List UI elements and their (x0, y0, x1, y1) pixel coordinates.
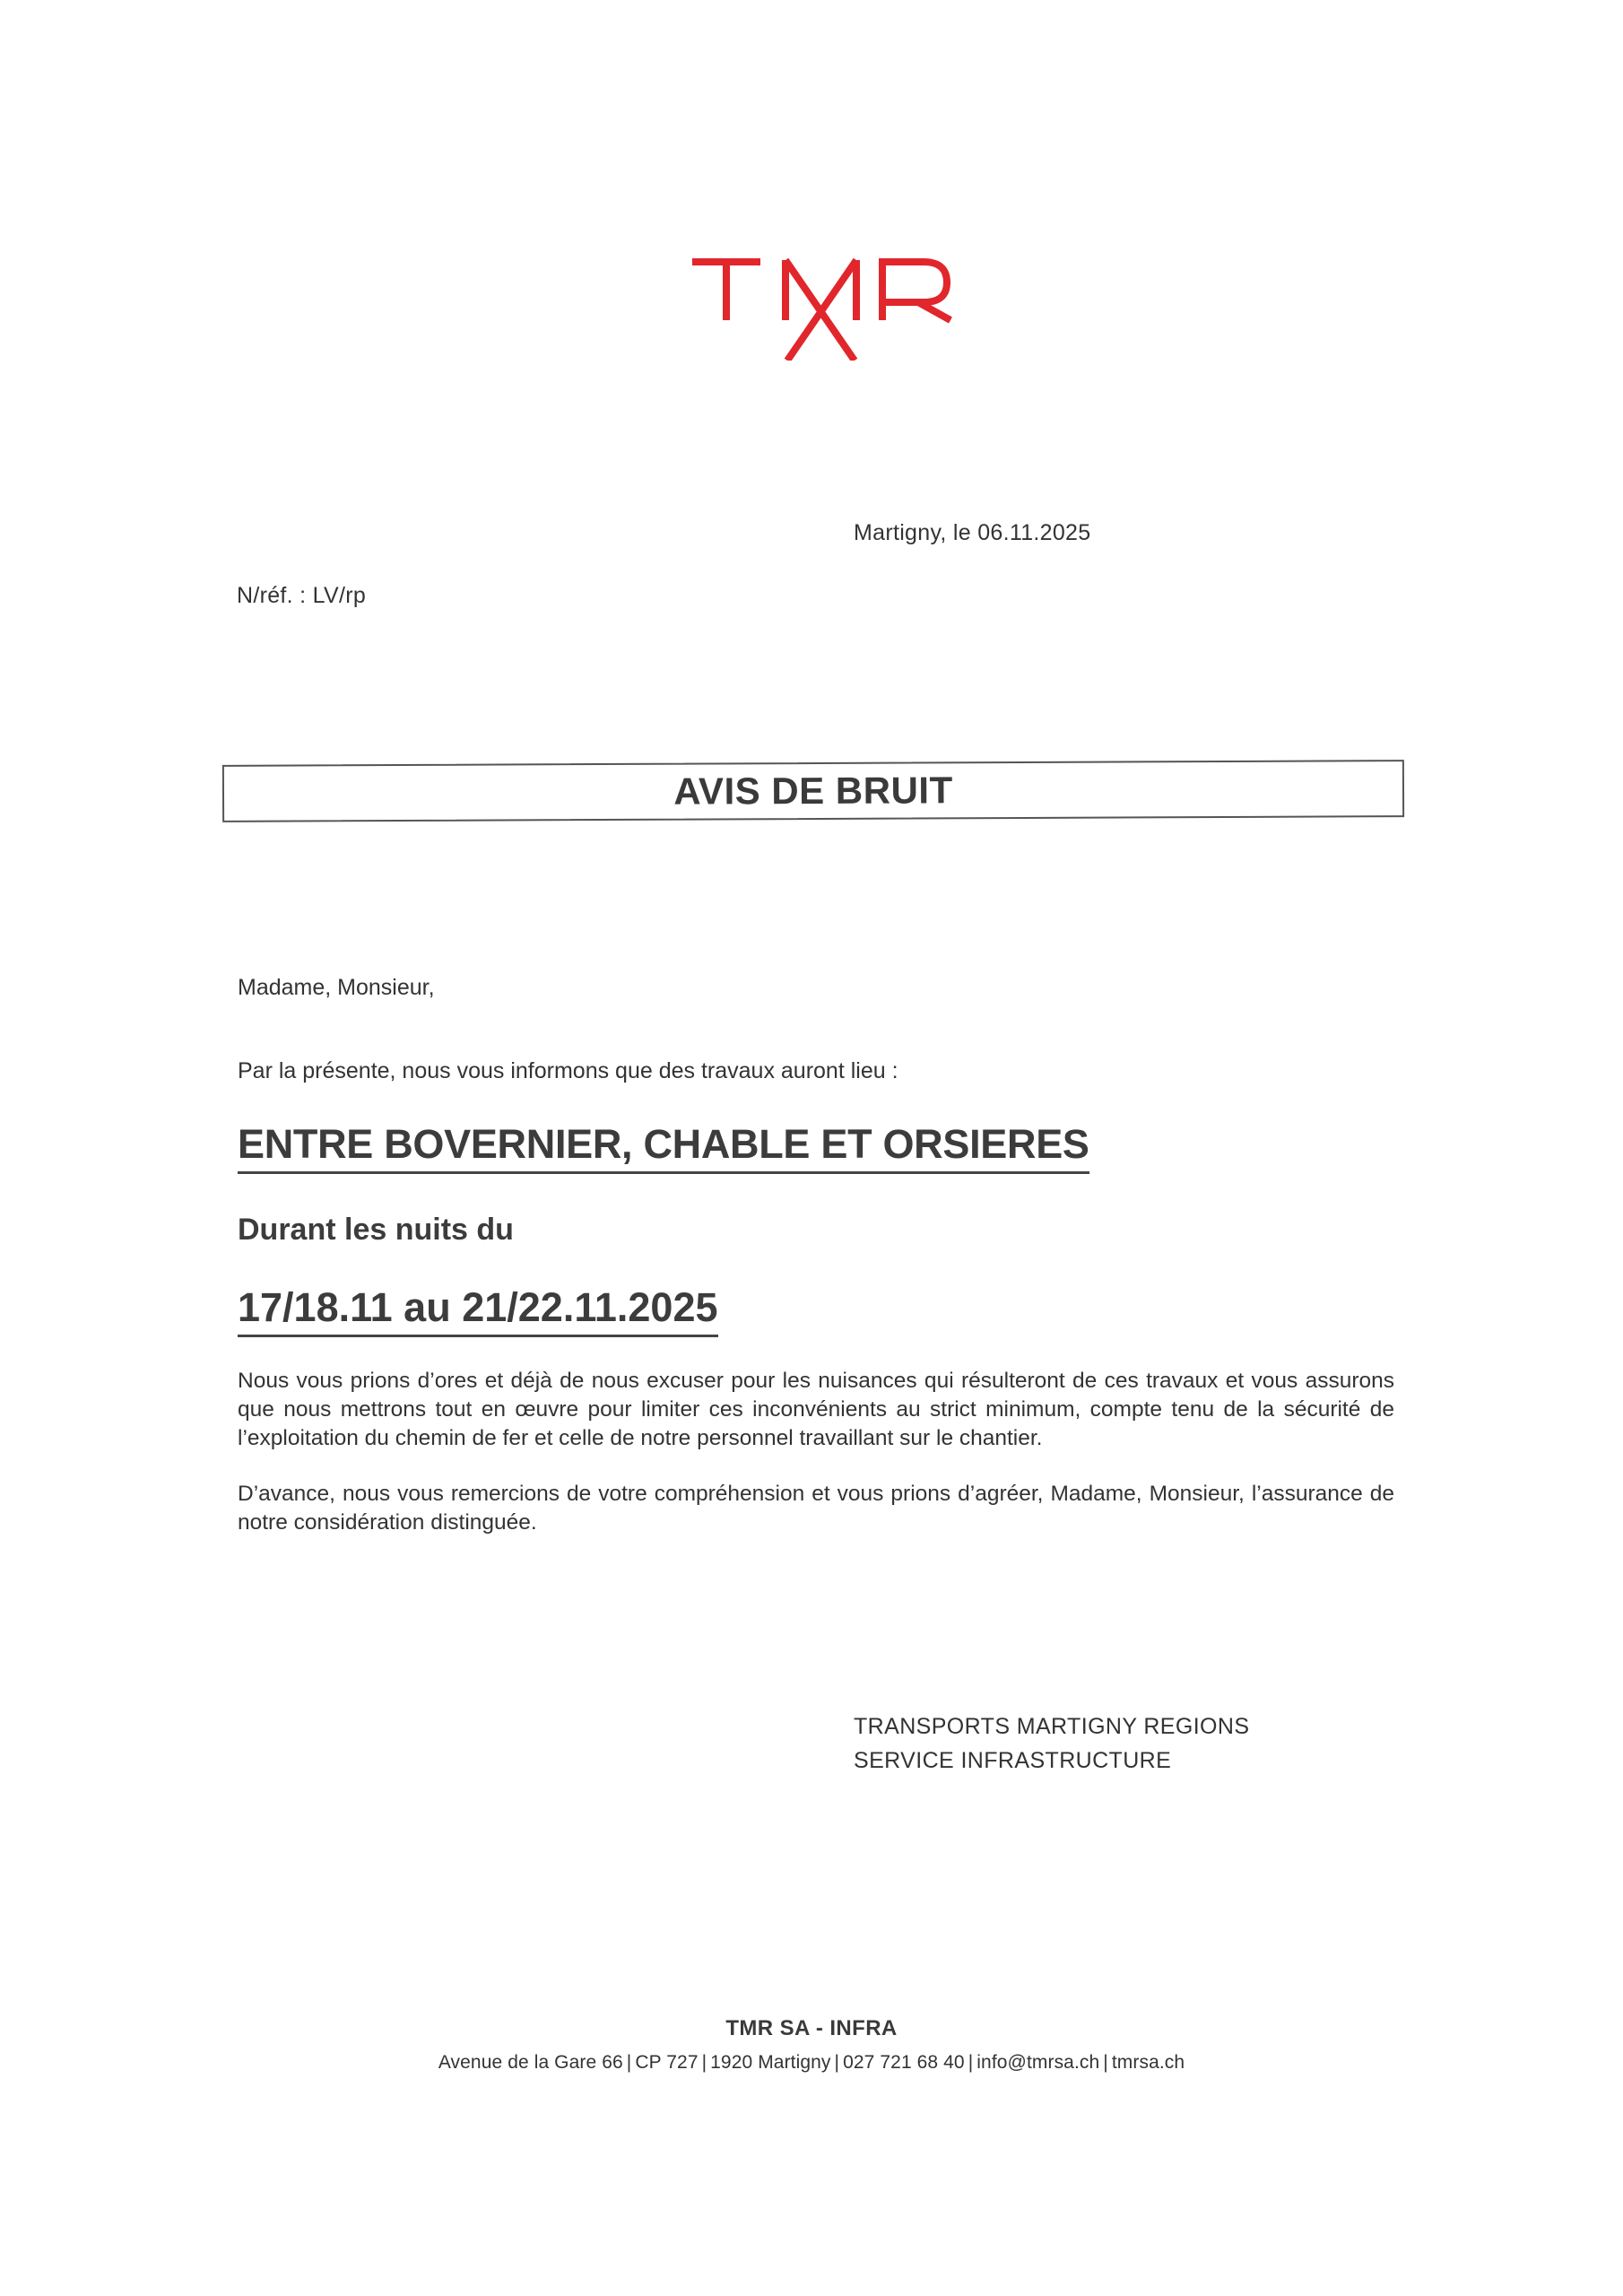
footer-separator: | (701, 2052, 707, 2073)
apology-paragraph: Nous vous prions d’ores et déjà de nous excuser pour les nuisances qui résulteront de ces travaux et vous assurons que nous mettrons tout en œuvre pour limiter ces inconvénients au strict minimum, compte tenu de la sécurité de l’exploitation du chemin de fer et celle de notre personnel travaillant sur le chantier. (238, 1369, 1394, 1450)
place-and-date: Martigny, le 06.11.2025 (854, 520, 1091, 545)
salutation: Madame, Monsieur, (238, 975, 435, 1000)
works-location-heading: ENTRE BOVERNIER, CHABLE ET ORSIERES (238, 1121, 1089, 1174)
signature-department: SERVICE INFRASTRUCTURE (854, 1748, 1172, 1773)
document-title: AVIS DE BRUIT (673, 769, 953, 813)
footer-separator: | (626, 2052, 632, 2073)
signature-organization: TRANSPORTS MARTIGNY REGIONS (854, 1714, 1250, 1739)
footer-street: Avenue de la Gare 66 (438, 2052, 623, 2073)
closing-paragraph: D’avance, nous vous remercions de votre compréhension et vous prions d’agréer, Madame, Monsieur, l’assurance de notre considération distinguée. (238, 1482, 1394, 1535)
footer-phone: 027 721 68 40 (843, 2052, 965, 2073)
footer-separator: | (968, 2052, 974, 2073)
footer-city: 1920 Martigny (710, 2052, 831, 2073)
works-dates-heading: 17/18.11 au 21/22.11.2025 (238, 1284, 718, 1337)
tmr-logo-icon (692, 253, 952, 361)
reference: N/réf. : LV/rp (237, 583, 367, 608)
footer-separator: | (1103, 2052, 1108, 2073)
intro-text: Par la présente, nous vous informons que des travaux auront lieu : (238, 1058, 898, 1083)
footer-address (0, 2052, 1623, 2074)
nights-label: Durant les nuits du (238, 1213, 514, 1247)
footer-email: info@tmrsa.ch (976, 2052, 1100, 2073)
footer-website: tmrsa.ch (1111, 2052, 1185, 2073)
footer-po-box: CP 727 (635, 2052, 699, 2073)
signature-block (854, 1709, 1249, 1778)
footer-company: TMR SA - INFRA (725, 2016, 898, 2040)
footer (0, 2016, 1623, 2074)
footer-separator: | (834, 2052, 840, 2073)
tmr-logo (692, 253, 952, 361)
title-box (222, 760, 1404, 822)
